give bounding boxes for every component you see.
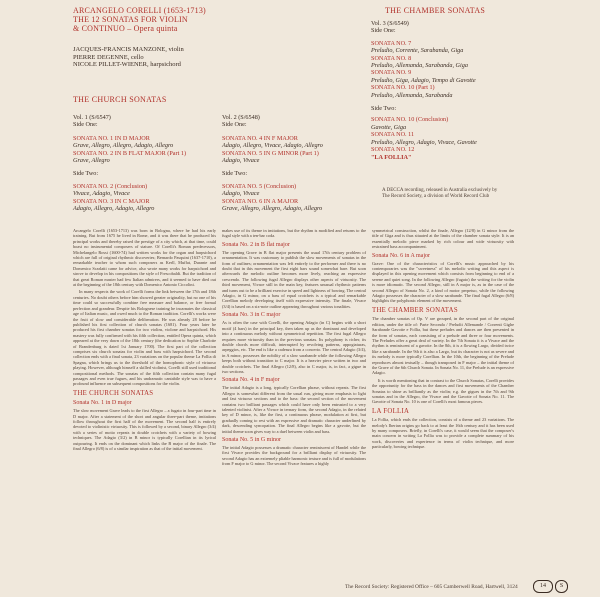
chamber-sonatas-heading: THE CHAMBER SONATAS (385, 6, 486, 15)
vol3-track-movements: Preludio, Allemanda, Sarabanda (371, 91, 453, 99)
record-society-logo-icon: S (555, 580, 568, 593)
paragraph: makes use of its theme in imitations, but the rhythm is modified and returns to the fugal style with a ten-bar coda. (222, 228, 366, 239)
vol3-track-title: SONATA NO. 10 (Conclusion) (371, 116, 449, 124)
sonata-5-text: The initial Adagio possesses a dramatic character reminiscent of Handel while the first Vivace provides the background for a brilliant display of virtuosity. The second Adagio has an extremely pliable harmonic texture and is full of modulations from F major to G minor. The second Vivace features a highly (222, 445, 366, 467)
la-follia-heading: LA FOLLIA (372, 407, 410, 415)
decca-note: A DECCA recording, released in Australia exclusively by The Record Society, a division of World Record Club (382, 188, 498, 199)
sonata-1-text: The slow movement Grave leads to the first Allegro – a fugato in four-part time in D major. After a statement of the short and angular three-part theme, imitations follow throughout the first half of the movement. The second half is entirely devoted to violinistic virtuosity. This is followed by a second, binary Allegro (3/4) with a series of motto repeats in double crotchets with a variety of bowing techniques. The Adagio (3/2) in B minor is typically Corellian in its lyrical outpouring. It ends on the dominant which links the B major of the finale. The final Allegro (6/8) is of a similar inspiration as that of the initial movement. (73, 408, 216, 452)
intro-paragraph: In many respects the work of Corelli forms the link between the 17th and 18th centuries. No doubt others before him showed greater originality, but no one of his time could so successfully combine free measure and balance, or free formal perfection and grandeur. Despite his Bolognese training he incarnates the classical age of Italian music, and owed much to the Roman tradition. Corelli's works were the fruit of slow and considerable deliberation. He was already 28 before he published his first collection of church sonatas (1681). Four years later he produced his first chamber sonatas for two violins, violone and harpsichord. His mastery was fully confirmed with his fifth collection, entitled Opera quinta, which appeared at the very dawn of the 18th century (the dedication to Sophie Charlotte of Brandenburg is dated 1st January 1700). The first part of the collection comprises six church sonatas for violin and bass with harpsichord. The second collection ends with a final sonata, 23 variations on the popular theme La Follia di Spagna, which brings us to the threshold of the homophonic style of virtuoso playing. However, although himself a skilled violinist, Corelli still used traditional compositional methods. The sonatas of the fifth collection contain many fugal passages and even true fugues, and his undramatic cantabile style was to have a profound influence on subsequent compositions for the violin. (73, 289, 216, 387)
vol1-label: Vol. 1 (S/6547) (73, 114, 111, 121)
vol2-track-movements: Adagio, Vivace (222, 157, 260, 165)
vol1-track-movements: Grave, Allegro, Allegro, Adagio, Allegro (73, 142, 174, 150)
performer-list (73, 46, 184, 69)
album-title-line1: THE 12 SONATAS FOR VIOLIN (73, 15, 188, 24)
vol1-track-movements: Grave, Allegro (73, 157, 110, 165)
la-follia-text: La Follia, which ends the collection, consists of a theme and 23 variations. The melody's Iberian origins go back to at least the 16th century and it has been used by many composers. Briefly, in Corelli's case, it would seem that the composer's main concern in writing La Follia was to provide a complete summary of his work, discoveries and experience in terms of violin technique, and more particularly, bowing technique. (372, 417, 514, 450)
vol1-track-movements: Adagio, Allegro, Adagio, Allegro (73, 205, 155, 213)
church-sonatas-subheading: THE CHURCH SONATAS (73, 389, 154, 397)
sonata-2-heading: Sonata No. 2 in B flat major (222, 241, 290, 248)
vol2-side-one: Side One: (222, 121, 247, 129)
column-3 (372, 228, 514, 452)
sonata-3-text: As is often the case with Corelli, the opening Adagio (in C) begins with a short motif (4 bars) in the principal key, then taken up as the dominant and developed into a continuous melody without symmetrical repetition. The first fugal Allegro requires more virtuosity than in the previous sonatas. Its polyphony is richer, its double chords more difficult, interrupted by revolving patterns, appogiaturas, arpeggios, etc. The end is like a cadenza from a concerto. The central Adagio (3/4), in A minor, possesses the nobility of a slow sarabande while the following Allegro keeps both without transition to C major. It is a heavier piece written in two and double crotchets. The final Allegro (12/8), also in C major, is, in fact, a gigue in two sections. (222, 320, 366, 374)
vol1-track-movements: Vivace, Adagio, Vivace (73, 190, 130, 198)
chamber-text: It is worth mentioning that in contrast to the Church Sonatas, Corelli provides the opportunity for the bass in the dances and first movements of the Chamber Sonatas to shine as brilliantly as the violin; e.g. the gigues in the 7th and 9th sonatas and in the Allegro, the Vivace and the Gavotte of Sonata No. 11. The Gavotte of Sonata No. 10 is one of Corelli's most famous pieces. (372, 377, 514, 405)
vol2-label: Vol. 2 (S/6548) (222, 114, 260, 121)
vol3-track-movements: Preludio, Allegro, Adagio, Vivace, Gavotte (371, 138, 477, 146)
vol1-track-title: SONATA NO. 1 IN D MAJOR (73, 134, 150, 142)
vol1-side-one: Side One: (73, 121, 98, 129)
vol2-side-two: Side Two: (222, 170, 248, 178)
composer-title: ARCANGELO CORELLI (1653-1713) (73, 6, 206, 15)
vol3-side-one: Side One: (371, 27, 396, 35)
column-1 (73, 228, 216, 453)
vol3-track-title: SONATA NO. 10 (Part 1) (371, 84, 435, 92)
sonata-2-text: The opening Grave in B flat major presents the usual 17th century problem of ornamentation. It was customary to publish the slow movements of sonatas in the form of outlines; ornamentation was left entirely to the performer and there is no doubt that in this movement the first eight bars sound somewhat bare. But soon afterwards the melodic outline becomes more lively, reaching an expressive crescendo. The following fugal Allegro displays other aspects of virtuosity. The third movement, Vivace still in the main key, features unusual rhythmic patterns and turns out to be a brilliant exercise in speed and lightness of bowing. The central Adagio, in G minor, on a bass of equal crotchets is a typical and remarkable Corellian melody developing itself with expressive intensity. The finale, Vivace (3/4) is based on a six-note outline appearing throughout various tonalities. (222, 249, 366, 309)
sonata-4-heading: Sonata No. 4 in F major (222, 377, 280, 384)
vol3-track-movements: Preludio, Corrente, Sarabanda, Giga (371, 47, 464, 55)
vol2-track-movements: Adagio, Allegro, Vivace, Adagio, Allegro (222, 142, 323, 150)
vol1-side-two: Side Two: (73, 170, 99, 178)
performer-harpsichord: NICOLE PILLET-WIENER, harpsichord (73, 61, 181, 69)
vol2-track-movements: Adagio, Vivace (222, 190, 260, 198)
catalogue-badge: 14 (533, 580, 553, 593)
vol1-listing (73, 114, 223, 212)
sonata-1-heading: Sonata No. 1 in D major (73, 400, 132, 407)
vol2-track-title: SONATA NO. 6 IN A MAJOR (222, 197, 299, 205)
vol3-side-two: Side Two: (371, 105, 397, 113)
vol3-track-title: SONATA NO. 8 (371, 54, 412, 62)
album-title-line2: & CONTINUO – Opera quinta (73, 24, 178, 33)
footer-address: The Record Society: Registered Office – 605 Camberwell Road, Hartwell, 3124 (345, 584, 518, 590)
vol2-track-title: SONATA NO. 5 IN G MINOR (Part 1) (222, 149, 319, 157)
intro-paragraph: Arcangelo Corelli (1653-1713) was born in Bologna, where he had his early training. But from 1675 he lived in Rome, and it was there that he produced his principal works and thereby raised the prestige of a city which, at that time, could boast no instrumental composers of stature. Of Corelli's Roman predecessors, Michelangelo Rossi (1600-74) had written works for the organ and harpsichord which are full of original rhythmic discoveries; Bernardo Pasquini (1637-1710), a remarkable teacher to whom such composers as Kerll, Muffat, Durante and Domenico Scarlatti came for advice, also wrote many works for harpsichord and strove to develop in his compositions the style of Frescobaldi. But the tradition of that great Roman master had few Italian admirers, and it seemed to have died out at the beginning of the 18th century with Domenico Antonio Ciccolini. (73, 228, 216, 288)
vol3-listing (371, 20, 551, 161)
vol2-track-movements: Grave, Allegro, Allegro, Adagio, Allegro (222, 205, 323, 213)
vol3-label: Vol. 3 (S/6549) (371, 20, 409, 27)
vol3-track-title: SONATA NO. 12 (371, 146, 415, 154)
vol3-track-title: SONATA NO. 9 (371, 69, 412, 77)
sonata-5-heading: Sonata No. 5 in G minor (222, 437, 281, 443)
vol2-listing (222, 114, 372, 212)
vol3-track-movements: Gavotte, Giga (371, 123, 407, 131)
vol2-track-title: SONATA NO. 4 IN F MAJOR (222, 134, 298, 142)
vol1-track-title: SONATA NO. 2 IN B FLAT MAJOR (Part 1) (73, 149, 187, 157)
vol3-track-title: SONATA NO. 11 (371, 131, 415, 139)
chamber-sonatas-subheading: THE CHAMBER SONATAS (372, 306, 458, 314)
performer-violin: JACQUES-FRANCIS MANZONE, violin (73, 46, 184, 53)
chamber-text: The chamber sonatas of Op. V are grouped, in the second part of the original edition, under the title of: Parte Seconda / Preludii Allemande / Correnti Gighe Sarabande Gavotte e Follia, but these preludes and dances are then presented in the form of sonatas, each consisting of a prelude and three or four movements. The Preludes offer a great deal of variety. In the 7th Sonata it is a Vivace and the rhythm is reminiscent of a gavotte. In the 8th, it is a flowing Largo, divided twice like a sarabande. In the 9th it is also a Largo, but its character is not as severe and its melody is more typically Corellian. In the 10th, the beginning of the Prelude reproduces almost textually – though transposed in F major – the initial theme of the Grave of the 6th Church Sonata. In Sonata No. 11, the Prelude is an expressive Adagio. (372, 316, 514, 376)
vol1-track-title: SONATA NO. 2 (Conclusion) (73, 182, 148, 190)
sonata-4-text: The initial Adagio is a long, typically Corellian phrase, without repeats. The first Allegro is somewhat different from the usual run, giving more emphasis to light and fast virtuoso sections and to the bass: the second section of the movement contains two brilliant passages which could have only been entrusted to a very talented violinist. After a Vivace in ternary form, the second Adagio, in the related key of D minor, is, like the first, a continuous phrase, modulation at first, but gradually coming to rest with an expressive and dramatic character underlined by dark, descending syncopation. The final Allegro begins like a gavotte, but the initial theme soon gives way to a duel between violin and bass. (222, 385, 366, 434)
column-2 (222, 228, 366, 469)
sonata-6-text: Grave: One of the characteristics of Corelli's music approached by his contemporaries was the "sweetness" of his melodic writing and this aspect is displayed in this opening movement which consists from beginning to end of a serene and quiet song. In the following Allegro (fugato) the writing for the violin is more idiomatic. The second Allegro, still in A major is, as in the case of the second Allegro of Sonata No. 2, a kind of motor perpetuo, while the following Adagio possesses the character of a slow sarabande. The final fugal Allegro (6/8) highlights the polyphonic element of the movement. (372, 260, 514, 304)
church-sonatas-heading: THE CHURCH SONATAS (73, 95, 167, 104)
sonata-6-heading: Sonata No. 6 in A major (372, 252, 430, 259)
sonata-3-heading: Sonata No. 3 in C major (222, 312, 281, 319)
performer-cello: PIERRE DEGENNE, cello (73, 53, 144, 61)
paragraph: symmetrical construction, whilst the finale, Allegro (12/8) in G minor from the title of Giga and is thus situated at the limits of the chamber sonata style. It is an essentially melodic piece marked by rich colour and wide virtuosity with restrained bass accompaniment. (372, 228, 514, 250)
vol3-track-movements: Preludio, Allemanda, Sarabanda, Giga (371, 62, 468, 70)
vol3-track-movements: Preludio, Giga, Adagio, Tempo di Gavotte (371, 76, 476, 84)
vol3-track-title: SONATA NO. 7 (371, 39, 412, 47)
vol1-track-title: SONATA NO. 3 IN C MAJOR (73, 197, 150, 205)
vol3-track-title: "LA FOLLIA" (371, 153, 412, 161)
vol2-track-title: SONATA NO. 5 (Conclusion) (222, 182, 297, 190)
